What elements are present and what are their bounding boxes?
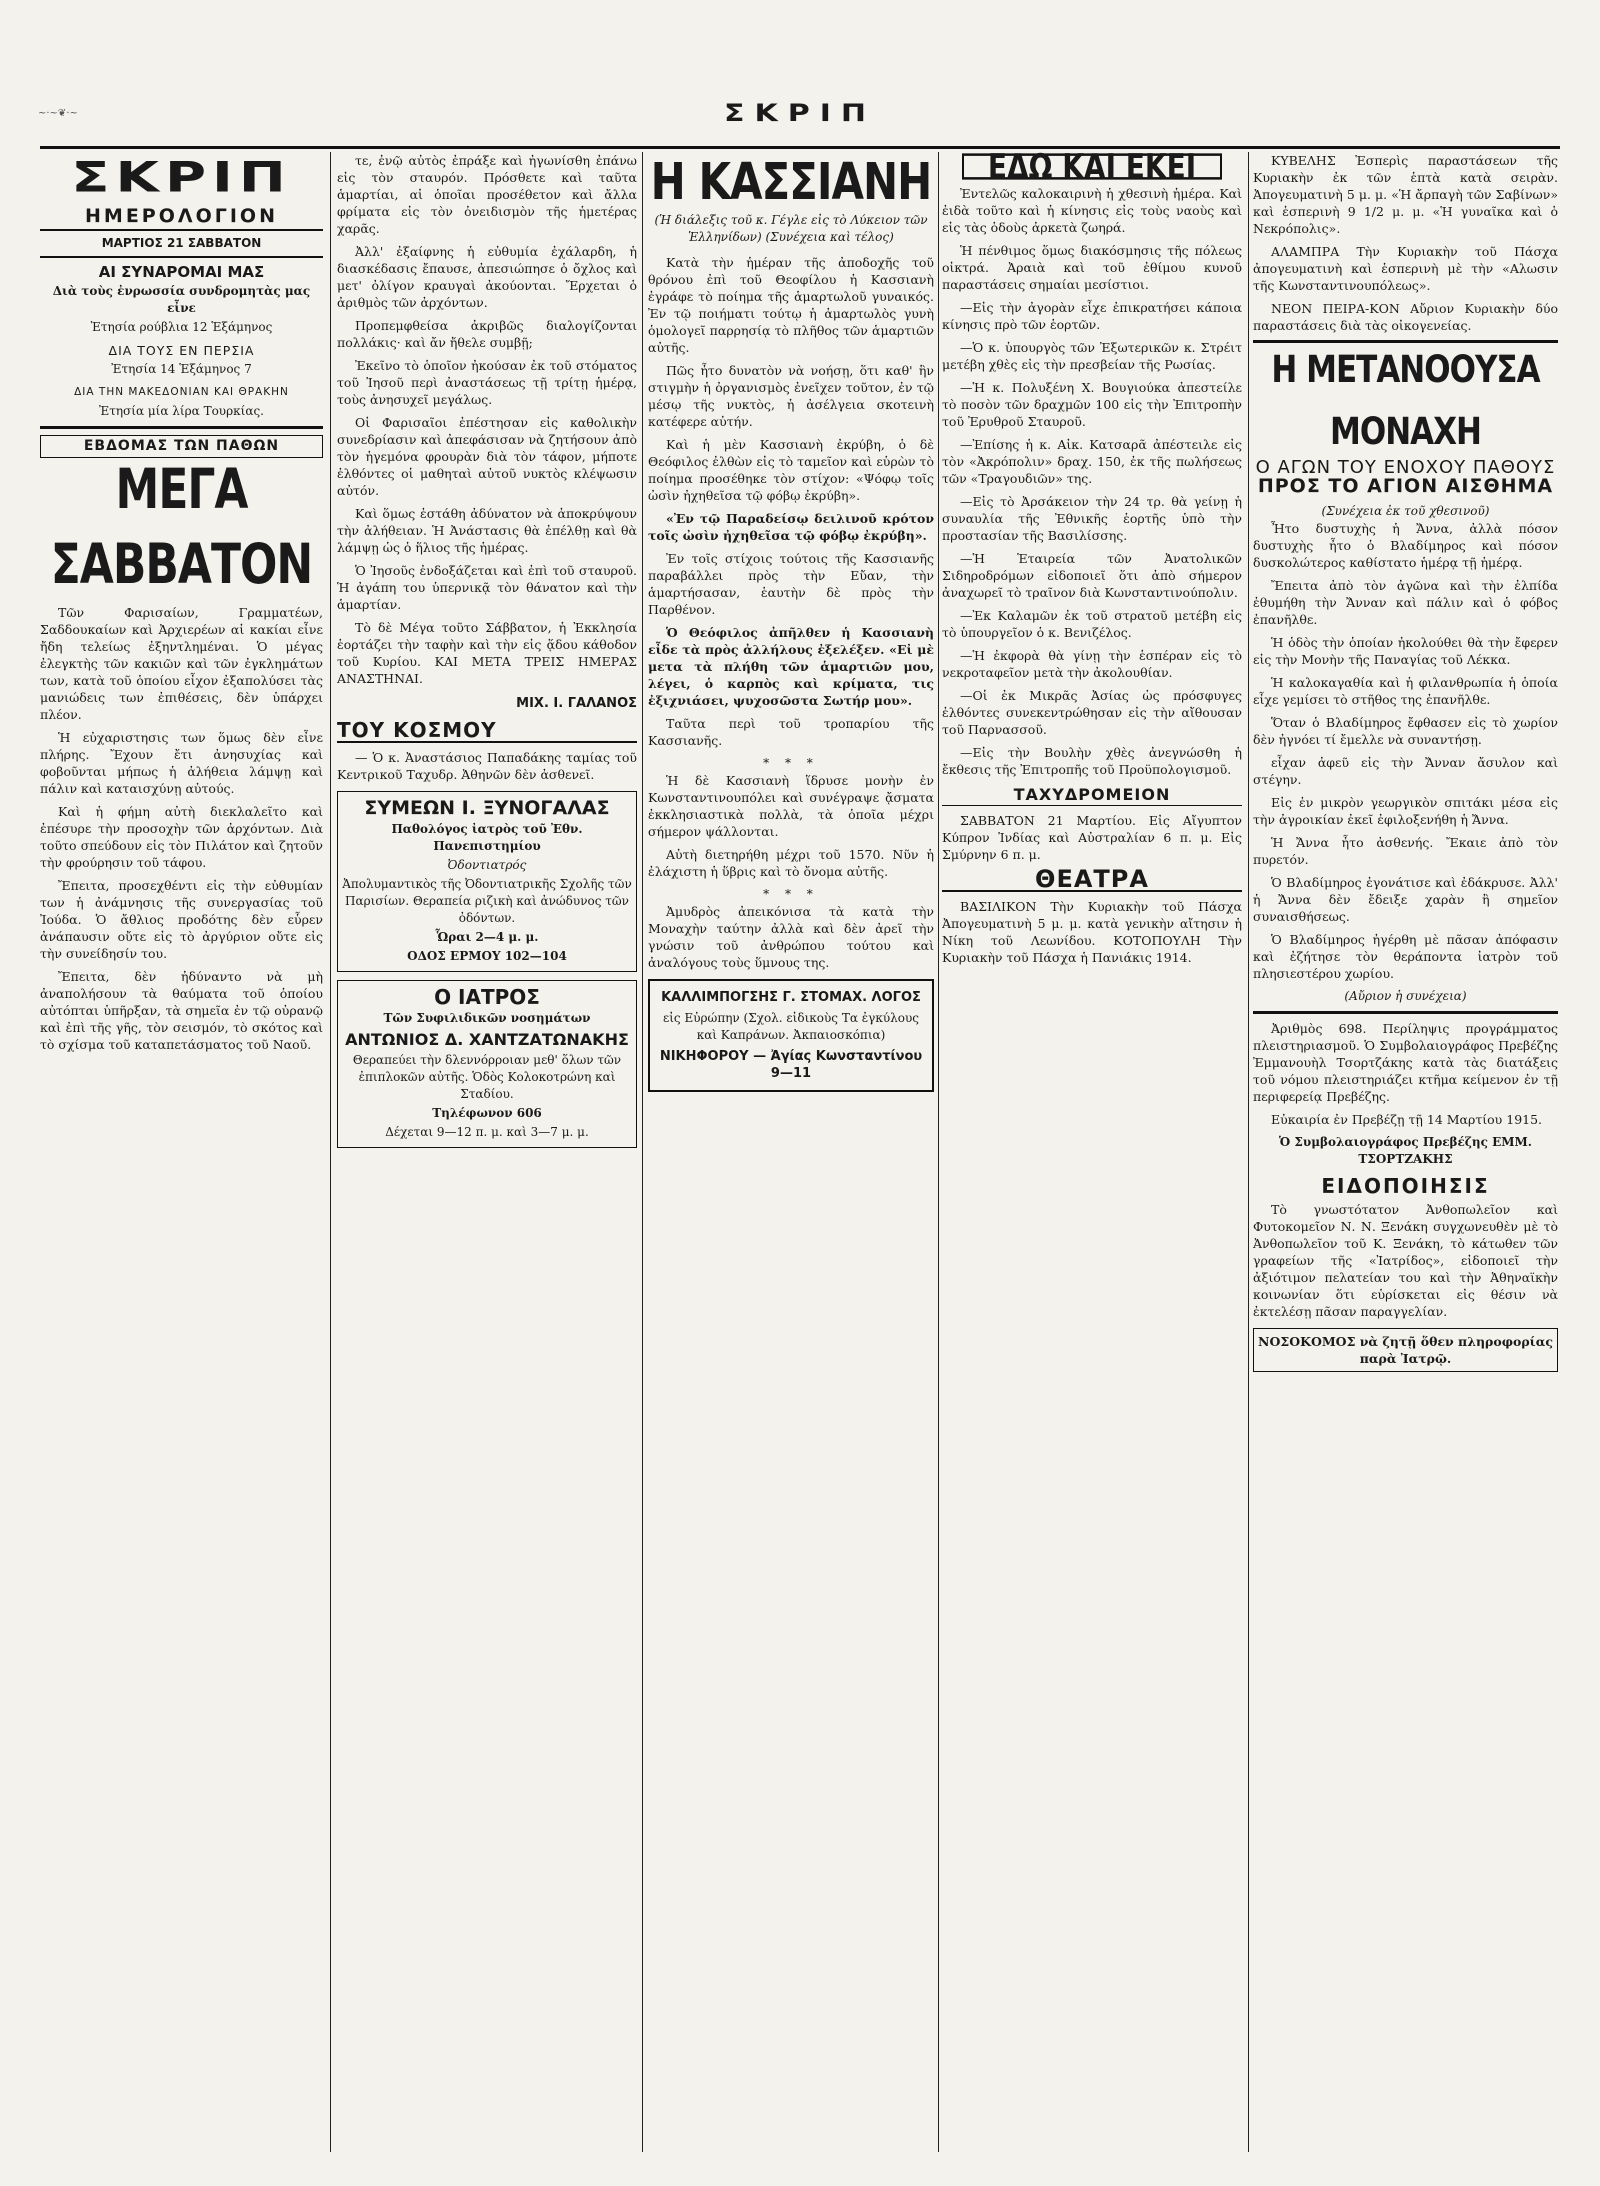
subscriptions-persia-price: Ἐτησία 14 Ἑξάμηνος 7 — [111, 362, 252, 376]
news-item: —Ὁ κ. ὑπουργὸς τῶν Ἐξωτερικῶν κ. Στρέιτ μετέβη χθὲς εἰς τὴν πρεσβείαν τῆς Ρωσίας. — [942, 340, 1242, 372]
serial-paragraph: Ἡ καλοκαγαθία καὶ ἡ φιλανθρωπία ἡ ὁποία εἶχε γεμίσει τὸ στῆθος της ἐπανῆλθε. — [1253, 675, 1558, 707]
article-paragraph: «Ἐν τῷ Παραδείσῳ δειλινοῦ κρότον τοῖς ὠσὶν ἠχηθεῖσα τῷ φόβῳ ἐκρύβη». — [648, 511, 934, 543]
subscriptions-macedonia-price: Ἐτησία μία λίρα Τουρκίας. — [98, 404, 264, 418]
theatres-heading: ΘΕΑΤΡΑ — [942, 869, 1242, 892]
theatre-listing: ΝΕΟΝ ΠΕΙΡΑ-ΚΟΝ Αὔριον Κυριακὴν δύο παραστάσεις διὰ τὰς οἰκογενείας. — [1253, 301, 1558, 333]
divider — [40, 426, 323, 429]
post-office-text: ΣΑΒΒΑΤΟΝ 21 Μαρτίου. Εἰς Αἴγυπτον Κύπρον Ἰνδίας καὶ Αὐστραλίαν 6 π. μ. Εἰς Σμύρνην 6 π. μ. — [942, 813, 1242, 862]
holy-saturday-headline: ΜΕΓΑ ΣΑΒΒΑΤΟΝ — [50, 458, 313, 597]
theatre-listing: ΑΛΑΜΠΡΑ Τὴν Κυριακὴν τοῦ Πάσχα ἀπογευματινὴ καὶ ἑσπερινὴ μὲ τὴν «Αλωσιν τῆς Κωνσταντινουπόλεως». — [1253, 244, 1558, 293]
article-paragraph: Προπεμφθείσα ἀκριβῶς διαλογίζονται πολλάκις· καὶ ἄν ἤθελε συμβῇ; — [337, 318, 637, 350]
article-paragraph: Ὁ Ἰησοῦς ἐνδοξάζεται καὶ ἐπὶ τοῦ σταυροῦ. Ἡ ἀγάπη του ὑπερνικᾷ τὸν θάνατον καὶ τὴν ἁμαρτίαν. — [337, 563, 637, 612]
calendar-heading: ΗΜΕΡΟΛΟΓΙΟΝ — [40, 208, 323, 231]
article-paragraph: Ἔπειτα, προσεχθέντι εἰς τὴν εὐθυμίαν των ἡ ἀνάμνησις τῆς συνεργασίας τοῦ Ἰούδα. Ὁ ἄθλιος προδότης δὲν εὗρεν ἀνάπαυσιν οὔτε εἰς τὸ ἀργύριον οὔτε εἰς τὴν συνείδησίν του. — [40, 878, 323, 961]
news-item: —Ἡ ἐκφορὰ θὰ γίνῃ τὴν ἑσπέραν εἰς τὸ νεκροταφεῖον μετὰ τὴν ἀκολουθίαν. — [942, 648, 1242, 680]
serial-headline: Η ΜΕΤΑΝΟΟΥΣΑ ΜΟΝΑΧΗ — [1271, 348, 1540, 454]
nurse-ad: ΝΟΣΟΚΟΜΟΣ νὰ ζητῇ ὅθεν πληροφορίας παρὰ Ἰατρῷ. — [1253, 1328, 1558, 1372]
column-4 — [942, 152, 1242, 2152]
serial-paragraph: Ἦτο δυστυχὴς ἡ Ἄννα, ἀλλὰ πόσον δυστυχὴς ἦτο ὁ Βλαδίμηρος καὶ πόσον δυσκολώτερος καθίστατο ἡμέρᾳ τῇ ἡμέρᾳ. — [1253, 521, 1558, 570]
here-and-there-heading: ΕΔΩ ΚΑΙ ΕΚΕΙ — [962, 153, 1222, 179]
article-paragraph: Ἡ δὲ Κασσιανὴ ἵδρυσε μονὴν ἐν Κωνσταντινουπόλει καὶ συνέγραψε ᾄσματα ἐκκλησιαστικὰ πολλὰ, τὰ ὁποῖα μέχρι σήμερον ψάλλονται. — [648, 773, 934, 839]
news-item: Ἡ πένθιμος ὅμως διακόσμησις τῆς πόλεως οἰκτρά. Ἀραιὰ καὶ τοῦ ἐθίμου κυνοῦ παραστάσεις σημαίαι μεσίστιοι. — [942, 243, 1242, 292]
legal-notice: Ἀριθμὸς 698. Περίληψις προγράμματος πλειστηριασμοῦ. Ὁ Συμβολαιογράφος Πρεβέζης Ἐμμανουὴλ Τσορτζάκης κατὰ τὰς διατάξεις τοῦ νόμου πλειστηριάζει κτῆμα κείμενον ἐν τῇ περιφερείᾳ Πρεβέζης. — [1253, 1021, 1558, 1104]
dateline: ΜΑΡΤΙΟΣ 21 ΣΑΒΒΑΤΟΝ — [40, 231, 323, 258]
column-rule — [938, 152, 939, 2152]
corner-ornament: ~·~❦·~ — [38, 108, 78, 119]
dentist-ad — [337, 791, 637, 972]
news-item: —Ἡ κ. Πολυξένη Χ. Βουγιούκα ἀπεστείλε τὸ ποσὸν τῶν δραχμῶν 100 εἰς τὴν Ἐπιτροπὴν τοῦ Ἐρυθροῦ Σταυροῦ. — [942, 380, 1242, 429]
article-paragraph: Τὸ δὲ Μέγα τοῦτο Σάββατον, ἡ Ἐκκλησία ἑορτάζει τὴν ταφὴν καὶ τὴν εἰς ᾅδου κάθοδον τοῦ Κυρίου. ΚΑΙ ΜΕΤΑ ΤΡΕΙΣ ΗΜΕΡΑΣ ΑΝΑΣΤΗΝΑΙ. — [337, 620, 637, 686]
surgeon-ad — [648, 979, 934, 1092]
dentist-name: ΣΥΜΕΩΝ Ι. ΞΥΝΟΓΑΛΑΣ — [364, 797, 610, 819]
dentist-hours: Ὧραι 2—4 μ. μ. — [435, 930, 539, 944]
article-signature: ΜΙΧ. Ι. ΓΑΛΑΝΟΣ — [516, 696, 637, 711]
column-3 — [648, 152, 934, 2152]
news-item: —Ἐκ Καλαμῶν ἐκ τοῦ στρατοῦ μετέβη εἰς τὸ ὑπουργεῖον ὁ κ. Βενιζέλος. — [942, 608, 1242, 640]
world-item: — Ὁ κ. Ἀναστάσιος Παπαδάκης ταμίας τοῦ Κεντρικοῦ Ταχυδρ. Ἀθηνῶν δὲν ἀσθενεῖ. — [337, 750, 637, 782]
article-paragraph: τε, ἐνῷ αὐτὸς ἐπράξε καὶ ἠγωνίσθη ἐπάνω εἰς τὸν σταυρόν. Πρόσθετε καὶ ταῦτα ἁμαρτίαι, αἱ ὁποῖαι προσέθετον καὶ ἄλλα φρίματα εἰς τὸν ὀνειδισμὸν τῆς ἡμετέρας χαρᾶς. — [337, 153, 637, 236]
section-separator: * * * — [763, 756, 819, 770]
subscriptions-macedonia: ΔΙΑ ΤΗΝ ΜΑΚΕΔΟΝΙΑΝ ΚΑΙ ΘΡΑΚΗΝ — [74, 386, 289, 398]
article-paragraph: Ἀμυδρὸς ἀπεικόνισα τὰ κατὰ τὴν Μοναχὴν ταύτην ἀλλὰ καὶ δὲν ἀρεῖ τὴν γνώσιν τοῦ ἀνθρώπου τούτου καὶ ἀναλόγους τοὺς ὕμνους της. — [648, 904, 934, 970]
serial-paragraph: Ὅταν ὁ Βλαδίμηρος ἔφθασεν εἰς τὸ χωρίον δὲν ἠγνόει τί ἔμελλε νὰ συναντήσῃ. — [1253, 715, 1558, 747]
world-heading: ΤΟΥ ΚΟΣΜΟΥ — [337, 720, 637, 743]
serial-paragraph: εἶχαν ἀφεῦ εἰς τὴν Ἄνναν ἄσυλον καὶ στέγην. — [1253, 755, 1558, 787]
column-rule — [642, 152, 643, 2152]
article-paragraph: Ἐν τοῖς στίχοις τούτοις τῆς Κασσιανῆς παραβάλλει πρὸς τὴν Εὔαν, τὴν ἁμαρτήσασαν, ἑαυτὴν δὲ πρὸς τὴν Παρθένον. — [648, 551, 934, 617]
doctor-description: Θεραπεύει τὴν δλεννόρροιαν μεθ' ὅλων τῶν ἐπιπλοκῶν αὐτῆς. Ὁδὸς Κολοκοτρώνη καὶ Σταδίου. — [352, 1053, 622, 1101]
doctor-specialty: Τῶν Συφιλιδικῶν νοσημάτων — [383, 1011, 591, 1025]
news-item: —Εἰς τὸ Ἀρσάκειον τὴν 24 τρ. θὰ γείνῃ ἡ συναυλία τῆς Ἐθνικῆς ἑορτῆς ὑπὸ τὴν προστασίαν τῆς Βασιλίσσης. — [942, 494, 1242, 543]
masthead-title: ΣΚΡΙΠ — [724, 99, 876, 128]
subscriptions-heading: ΑΙ ΣΥΝΑΡΟΜΑΙ ΜΑΣ — [98, 263, 265, 281]
serial-paragraph: Ὁ Βλαδίμηρος ἠγέρθη μὲ πᾶσαν ἀπόφασιν καὶ ἐζήτησε τὸν θεράποντα ἰατρὸν τοῦ πλησιεστέρου χωρίου. — [1253, 932, 1558, 981]
news-item: —Οἱ ἐκ Μικρᾶς Ἀσίας ὡς πρόσφυγες ἐλθόντες συνεκεντρώθησαν εἰς τὴν αἴθουσαν τοῦ Παρνασσοῦ. — [942, 688, 1242, 737]
doctor-hours: Δέχεται 9—12 π. μ. καὶ 3—7 μ. μ. — [385, 1125, 589, 1139]
masthead — [40, 96, 1560, 149]
section-separator: * * * — [763, 887, 819, 901]
doctor-name: ΑΝΤΩΝΙΟΣ Δ. ΧΑΝΤΖΑΤΩΝΑΚΗΣ — [345, 1030, 629, 1049]
newspaper-logo: ΣΚΡΙΠ — [71, 153, 292, 202]
news-item: —Εἰς τὴν Βουλὴν χθὲς ἀνεγνώσθη ἡ ἔκθεσις τῆς Ἐπιτροπῆς τοῦ Προϋπολογισμοῦ. — [942, 745, 1242, 777]
dentist-role: Παθολόγος ἰατρὸς τοῦ Ἐθν. Πανεπιστημίου — [391, 822, 583, 853]
serial-subtitle-2: ΠΡΟΣ ΤΟ ΑΓΙΟΝ ΑΙΣΘΗΜΑ — [1257, 475, 1554, 497]
column-rule — [1248, 152, 1249, 2152]
notice-text: Τὸ γνωστότατον Ἀνθοπωλεῖον καὶ Φυτοκομεῖον Ν. Ν. Ξενάκη συγχωνευθὲν μὲ τὸ Ἀνθοπωλεῖον τοῦ Κ. Ξενάκη, τὸ κάτωθεν τῶν γραφείων τῆς «Ἰατρίδος», εἰδοποιεῖ τὴν ἀξιότιμον πελατείαν του καὶ τὴν Ἀθηναϊκὴν κοινωνίαν ὅτι εὑρίσκεται εἰς θέσιν νὰ ἐκτελέσῃ πᾶσαν παραγγελίαν. — [1253, 1202, 1558, 1319]
doctor-heading: Ο ΙΑΤΡΟΣ — [434, 985, 540, 1009]
serial-paragraph: Ἡ ὁδὸς τὴν ὁποίαν ἠκολούθει θὰ τὴν ἔφερεν εἰς τὴν Μονὴν τῆς Παναγίας τοῦ Λέκκα. — [1253, 635, 1558, 667]
article-paragraph: Αὐτὴ διετηρήθη μέχρι τοῦ 1570. Νῦν ἡ ἐλάχιστη ἡ ὕβρις καὶ τὸ ὄνομα αὐτῆς. — [648, 847, 934, 879]
news-item: —Ἡ Ἑταιρεία τῶν Ἀνατολικῶν Σιδηροδρόμων εἰδοποιεῖ ὅτι ἀπὸ σήμερον ἀναχωρεῖ τὸ τραῖνον διὰ Κωνσταντινούπολιν. — [942, 551, 1242, 600]
article-paragraph: Ὁ Θεόφιλος ἀπῆλθεν ἡ Κασσιανὴ εἶδε τὰ πρὸς ἀλλήλους ἐξελέξεν. «Εἰ μὲ μετα τὰ πλήθη τῶν ἁμαρτιῶν μου, λέγει, ὁ καρπὸς καὶ κρίματα, τις ἐξιχνιάσει, ψυχοσῶστα Σωτήρ μου». — [648, 625, 934, 708]
article-paragraph: Ἡ εὐχαριστησις των ὅμως δὲν εἶνε πλήρης. Ἔχουν ἔτι ἀνησυχίας καὶ φοβοῦνται μήπως ἡ ἀλήθεια λάμψῃ καὶ πάλιν καὶ καταισχύνῃ αὐτούς. — [40, 730, 323, 796]
article-paragraph: Τῶν Φαρισαίων, Γραμματέων, Σαδδουκαίων καὶ Ἀρχιερέων αἱ κακίαι εἶνε ἤδη τελείως ἐξηντλημέναι. Ὁ μέγας ἐλεγκτὴς τῶν κακιῶν καὶ τῶν ἐγκλημάτων των, κατὰ τοῦ ὁποίου εἶχον ἐξαπολύσει τὰς μανιώδεις των ἐπιθέσεις, δὲν ὑπάρχει πλέον. — [40, 605, 323, 722]
theatres-text: ΒΑΣΙΛΙΚΟΝ Τὴν Κυριακὴν τοῦ Πάσχα Ἀπογευματινὴ 5 μ. μ. κατὰ γενικὴν αἴτησιν ἡ Νίκη τοῦ Λεωνίδου. ΚΟΤΟΠΟΥΛΗ Τὴν Κυριακὴν τοῦ Πάσχα ἡ Πανιάκις 1914. — [942, 899, 1242, 965]
article-paragraph: Καὶ ἡ μὲν Κασσιανὴ ἐκρύβη, ὁ δὲ Θεόφιλος ἐλθὼν εἰς τὸ ταμεῖον καὶ εὑρὼν τὸ ποίημα προσέθηκε τὸν στίχον: «Ψόφῳ τοῖς ὠσὶν ἠχηθεῖσα τῷ φόβῳ ἐκρύβη». — [648, 437, 934, 503]
dentist-specialty: Ὀδοντιατρός — [447, 858, 527, 872]
surgeon-info: εἰς Εὐρώπην (Σχολ. εἰδικοὺς Τα ἐγκύλους καὶ Καπράνων. Ἀκπαιοσκόπια) — [662, 1011, 919, 1042]
serial-paragraph: Ἡ Ἄννα ἦτο ἀσθενής. Ἔκαιε ἀπὸ τὸν πυρετόν. — [1253, 835, 1558, 867]
article-paragraph: Καὶ ὅμως ἐστάθη ἀδύνατον νὰ ἀποκρύψουν τὴν ἀλήθειαν. Ἡ Ἀνάστασις θὰ ἐπέλθῃ καὶ θὰ λάμψῃ ὡς ὁ ἥλιος τῆς ἡμέρας. — [337, 506, 637, 555]
article-paragraph: Ταῦτα περὶ τοῦ τροπαρίου τῆς Κασσιανῆς. — [648, 716, 934, 748]
subscriptions-russia: Διὰ τοὺς ἐνρωσσία συνδρομητὰς μας εἶνε — [52, 284, 311, 315]
post-office-heading: ΤΑΧΥΔΡΟΜΕΙΟΝ — [942, 784, 1242, 806]
article-paragraph: Ἐκεῖνο τὸ ὁποῖον ἠκούσαν ἐκ τοῦ στόματος τοῦ Ἰησοῦ περὶ ἀναστάσεως τῇ τρίτῃ ἡμέρᾳ, τοὺς ἀνησυχεῖ μεγάλως. — [337, 358, 637, 407]
article-paragraph: Κατὰ τὴν ἡμέραν τῆς ἀποδοχῆς τοῦ θρόνου ἐπὶ τοῦ Θεοφίλου ἡ Κασσιανὴ ἐγράφε τὸ ποίημα τῆς ἁμαρτωλοῦ γυναικός. Ἐν τῷ ποιήματι τούτῳ ἡ ἁμαρτωλὸς γυνὴ ὁμολογεῖ παρρησίᾳ τὸ πλῆθος τῶν ἁμαρτιῶν αὐτῆς. — [648, 255, 934, 355]
serial-paragraph: Ἔπειτα ἀπὸ τὸν ἀγῶνα καὶ τὴν ἐλπίδα ἐθυμήθη τὴν Ἄνναν καὶ πάλιν καὶ ὁ φόβος ἐπανῆλθε. — [1253, 578, 1558, 627]
article-paragraph: Πῶς ἦτο δυνατὸν νὰ νοήσῃ, ὅτι καθ' ἣν στιγμὴν ἡ ὀργανισμὸς ἐνεῖχεν τοῦτον, ἐν τῷ μέσῳ τῆς νυκτὸς, ἡ ἀσέλγεια σκοτεινὴ κατέφερε αὐτήν. — [648, 363, 934, 429]
divider — [1253, 1011, 1558, 1014]
article-paragraph: Οἱ Φαρισαῖοι ἐπέστησαν εἰς καθολικὴν συνεδρίασιν καὶ ἀπεφάσισαν νὰ ζητήσουν ἀπὸ τὸν ἡγεμόνα φρουρὰν διὰ τὸν τάφον, μήποτε ἐλθόντες οἱ μαθηταὶ αὐτοῦ νυκτὸς κλέψωσιν αὐτόν. — [337, 415, 637, 498]
article-paragraph: Ἀλλ' ἐξαίφνης ἡ εὐθυμία ἐχάλαρδη, ἡ διασκέδασις ἔπαυσε, ἀπεσιώπησε ὁ ὄχλος καὶ μετ' ὀλίγον κραυγαὶ ἀκούονται. Ἔρχεται ὁ ἀριθμὸς τῶν ἀρχόντων. — [337, 244, 637, 310]
dentist-address: ΟΔΟΣ ΕΡΜΟΥ 102—104 — [407, 949, 567, 963]
notice-heading: ΕΙΔΟΠΟΙΗΣΙΣ — [1321, 1174, 1490, 1198]
doctor-phone: Τηλέφωνον 606 — [432, 1106, 542, 1120]
news-item: Ἐντελῶς καλοκαιρινὴ ἡ χθεσινὴ ἡμέρα. Καὶ ἐιδὰ τοῦτο καὶ ἡ κίνησις εἰς τοὺς ναοὺς καὶ εἰς τὰς ὁδοὺς ἀρκετὰ ζωηρά. — [942, 186, 1242, 235]
column-rule — [330, 152, 331, 2152]
column-1 — [40, 152, 323, 2152]
serial-continuation: (Συνέχεια ἐκ τοῦ χθεσινοῦ) — [1321, 504, 1490, 518]
column-2 — [337, 152, 637, 2152]
serial-to-be-continued: (Αὔριον ἡ συνέχεια) — [1344, 989, 1467, 1003]
surgeon-name: ΚΑΛΛΙΜΠΟΓΣΗΣ Γ. ΣΤΟΜΑΧ. ΛΟΓΟΣ — [661, 990, 921, 1005]
serial-paragraph: Ὁ Βλαδίμηρος ἐγονάτισε καὶ ἐδάκρυσε. Ἀλλ' ἡ Ἄννα δὲν ἔδειξε χαρὰν ἢ σημεῖον συναισθήσεως. — [1253, 875, 1558, 924]
news-item: —Εἰς τὴν ἀγορὰν εἶχε ἐπικρατήσει κάποια κίνησις πρὸ τῶν ἑορτῶν. — [942, 300, 1242, 332]
subscriptions-persia: ΔΙΑ ΤΟΥΣ ΕΝ ΠΕΡΣΙΑ — [108, 343, 255, 358]
subscriptions-russia-price: Ἐτησία ρούβλια 12 Ἑξάμηνος — [90, 320, 273, 334]
doctor-ad — [337, 980, 637, 1148]
legal-notice-date: Εὐκαιρία ἐν Πρεβέζῃ τῇ 14 Μαρτίου 1915. — [1271, 1112, 1543, 1127]
column-5 — [1253, 152, 1558, 2152]
serial-subtitle: Ο ΑΓΩΝ ΤΟΥ ΕΝΟΧΟΥ ΠΑΘΟΥΣ — [1255, 457, 1556, 478]
surgeon-address: ΝΙΚΗΦΟΡΟΥ — Ἀγίας Κωνσταντίνου 9—11 — [659, 1049, 923, 1081]
legal-notice-signature: Ὁ Συμβολαιογράφος Πρεβέζης ΕΜΜ. ΤΣΟΡΤΖΑΚΗΣ — [1279, 1135, 1532, 1166]
news-item: —Ἐπίσης ἡ κ. Αἰκ. Κατσαρᾶ ἀπέστειλε εἰς τὸν «Ἀκρόπολιν» δραχ. 150, ἐκ τῆς πωλήσεως τῶν «Τραγουδιῶν» της. — [942, 437, 1242, 486]
article-paragraph: Καὶ ἡ φήμη αὐτὴ διεκλαλεῖτο καὶ ἐπέσυρε τὴν προσοχὴν τῶν ἀρχόντων. Διὰ τοῦτο σπεύδουν εἰς τὸν Πιλάτον καὶ ζητοῦν τὴν φρούρησιν τοῦ τάφου. — [40, 804, 323, 870]
serial-paragraph: Εἰς ἐν μικρὸν γεωργικὸν σπιτάκι μέσα εἰς τὴν ἀγροικίαν ἐκεῖ ἐφιλοξενήθη ἡ Ἄννα. — [1253, 795, 1558, 827]
holy-week-heading: ΕΒΔΟΜΑΣ ΤΩΝ ΠΑΘΩΝ — [40, 435, 323, 458]
kassiani-byline: (Ἡ διάλεξις τοῦ κ. Γέγλε εἰς τὸ Λύκειον τῶν Ἑλληνίδων) (Συνέχεια καὶ τέλος) — [654, 213, 928, 244]
kassiani-headline: Η ΚΑΣΣΙΑΝΗ — [650, 152, 932, 211]
dentist-description: Ἀπολυμαντικὸς τῆς Ὀδοντιατρικῆς Σχολῆς τῶν Παρισίων. Θεραπεία ριζικὴ καὶ ἀνώδυνος τῶν ὀδόντων. — [342, 877, 632, 925]
theatre-listing: ΚΥΒΕΛΗΣ Ἑσπερὶς παραστάσεων τῆς Κυριακὴν ἐκ τῶν ἑπτὰ κατὰ σειρὰν. Ἀπογευματινὴ 5 μ. μ. «Ἡ ἄρπαγὴ τῶν Σαβίνων» καὶ ἑσπερινὴ 9 1/2 μ. μ. «Ἡ γυναῖκα καὶ ὁ Νεκρόπολις». — [1253, 153, 1558, 236]
article-paragraph: Ἔπειτα, δὲν ἠδύναντο νὰ μὴ ἀναπολήσουν τὰ θαύματα τοῦ ὁποίου αὐτόπται ὑπῆρξαν, τὰ σημεῖα ἐν τῷ οὐρανῷ καὶ ἐπὶ τῆς γῆς, τὸν σεισμόν, τὸ σκότος καὶ τὸ σχίσμα τοῦ καταπετάσματος τοῦ Ναοῦ. — [40, 969, 323, 1052]
